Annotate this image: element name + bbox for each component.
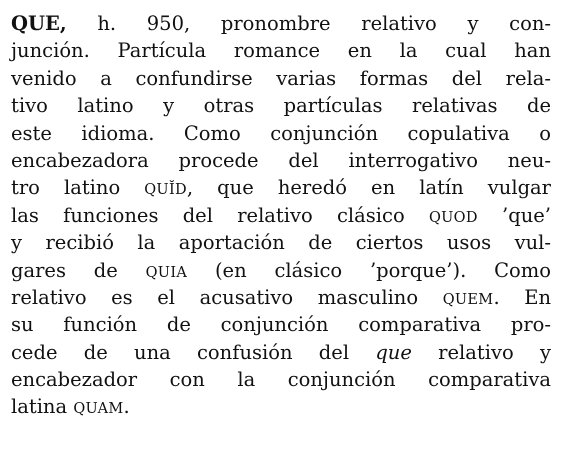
entry-line xyxy=(11,366,551,393)
entry-text: . En xyxy=(493,285,552,309)
entry-line xyxy=(11,37,551,64)
entry-text: relativo es el acusativo masculino xyxy=(11,285,443,309)
entry-headword: QUE, xyxy=(11,12,67,35)
entry-text: , que heredó en latín vulgar xyxy=(186,176,551,200)
entry-text: su función de conjunción comparativa pro- xyxy=(11,313,551,337)
entry-line xyxy=(11,202,551,229)
latin-etymon: QUEM xyxy=(442,291,494,308)
entry-text: encabezador con la conjunción comparativa xyxy=(11,368,551,392)
entry-line xyxy=(11,92,551,119)
entry-line xyxy=(11,284,551,311)
entry-line xyxy=(11,147,551,174)
entry-text: tivo latino y otras partículas relativas de xyxy=(11,94,551,118)
entry-line xyxy=(11,174,551,201)
entry-text: encabezadora procede del interrogativo neu- xyxy=(11,148,551,172)
dictionary-entry xyxy=(11,10,551,421)
cited-word: que xyxy=(375,340,412,364)
entry-line xyxy=(11,120,551,147)
entry-text: junción. Partícula romance en la cual han xyxy=(11,39,551,63)
entry-line xyxy=(11,229,551,256)
entry-line xyxy=(11,257,551,284)
entry-text: venido a confundirse varias formas del rela- xyxy=(11,66,551,90)
entry-text: h. 950, pronombre relativo y con- xyxy=(66,12,551,35)
latin-etymon: QUAM xyxy=(73,401,124,418)
entry-line xyxy=(11,65,551,92)
entry-text: relativo y xyxy=(411,340,551,364)
entry-text: y recibió la aportación de ciertos usos vul- xyxy=(11,231,551,255)
entry-text: tro latino xyxy=(11,176,145,200)
entry-text: gares de xyxy=(11,258,146,282)
entry-line xyxy=(11,393,551,420)
entry-text: . xyxy=(123,395,130,419)
entry-text: latina xyxy=(11,395,74,419)
entry-text: las funciones del relativo clásico xyxy=(11,203,429,227)
entry-line xyxy=(11,10,551,37)
latin-etymon: QUIA xyxy=(145,264,188,281)
entry-text: cede de una confusión del xyxy=(11,340,376,364)
entry-text: ’que’ xyxy=(477,203,551,227)
entry-line xyxy=(11,339,551,366)
latin-etymon: QUOD xyxy=(428,209,478,226)
entry-text: este idioma. Como conjunción copulativa o xyxy=(11,121,551,145)
entry-line xyxy=(11,311,551,338)
entry-text: (en clásico ’porque’). Como xyxy=(187,258,551,282)
latin-etymon: QUĬD xyxy=(144,182,187,199)
